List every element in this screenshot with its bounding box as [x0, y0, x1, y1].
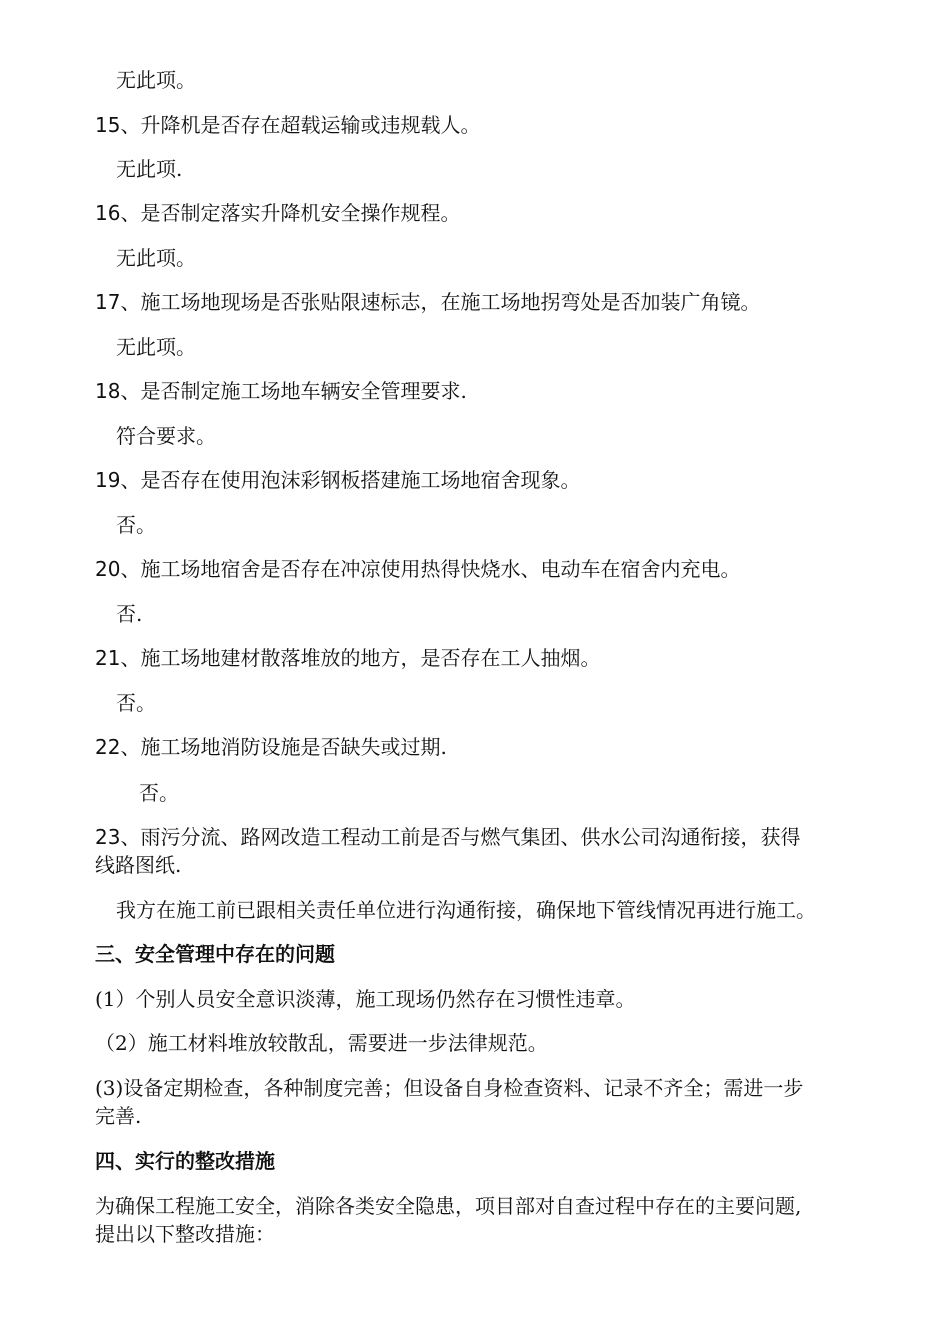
question-18	[95, 377, 467, 405]
question-number: 22	[95, 735, 121, 759]
section-3-paragraph-2: （2）施工材料堆放较散乱，需要进一步法律规范。	[95, 1031, 548, 1055]
section-3-paragraph-3-continued: 完善.	[95, 1104, 142, 1128]
question-text: 、升降机是否存在超载运输或违规载人。	[120, 113, 481, 137]
question-number: 19	[95, 468, 121, 492]
answer-20: 否.	[116, 602, 143, 626]
section-3-heading: 三、安全管理中存在的问题	[95, 942, 335, 966]
answer-14: 无此项。	[116, 68, 196, 92]
answer-19: 否。	[116, 513, 156, 537]
question-text: 、施工场地消防设施是否缺失或过期.	[120, 735, 447, 759]
question-number: 20	[95, 557, 121, 581]
answer-17: 无此项。	[116, 335, 196, 359]
answer-18: 符合要求。	[116, 424, 216, 448]
section-4-paragraph-1: 为确保工程施工安全，消除各类安全隐患，项目部对自查过程中存在的主要问题,	[95, 1194, 802, 1218]
question-text: 、是否存在使用泡沫彩钢板搭建施工场地宿舍现象。	[120, 468, 581, 492]
question-text: 、施工场地宿舍是否存在冲凉使用热得快烧水、电动车在宿舍内充电。	[120, 557, 741, 581]
question-text: 、雨污分流、路网改造工程动工前是否与燃气集团、供水公司沟通衔接，获得	[120, 825, 801, 849]
question-22	[95, 733, 447, 761]
question-number: 23	[95, 825, 121, 849]
answer-15: 无此项.	[116, 157, 183, 181]
section-3-paragraph-3: (3)设备定期检查，各种制度完善；但设备自身检查资料、记录不齐全；需进一步	[95, 1076, 804, 1100]
question-number: 18	[95, 379, 121, 403]
question-23-continued: 线路图纸.	[95, 853, 182, 877]
answer-22: 否。	[139, 781, 179, 805]
section-3-paragraph-1: (1）个别人员安全意识淡薄，施工现场仍然存在习惯性违章。	[95, 987, 636, 1011]
question-text: 、是否制定施工场地车辆安全管理要求.	[120, 379, 467, 403]
question-text: 、是否制定落实升降机安全操作规程。	[120, 201, 461, 225]
question-21	[95, 644, 600, 672]
question-15	[95, 111, 480, 139]
question-23	[95, 823, 800, 851]
question-number: 21	[95, 646, 121, 670]
question-17	[95, 288, 760, 316]
question-19	[95, 466, 580, 494]
section-4-paragraph-1-continued: 提出以下整改措施：	[95, 1222, 275, 1246]
answer-21: 否。	[116, 691, 156, 715]
question-text: 、施工场地现场是否张贴限速标志，在施工场地拐弯处是否加装广角镜。	[120, 290, 761, 314]
question-text: 、施工场地建材散落堆放的地方，是否存在工人抽烟。	[120, 646, 601, 670]
question-16	[95, 199, 460, 227]
question-number: 17	[95, 290, 121, 314]
answer-23: 我方在施工前已跟相关责任单位进行沟通衔接，确保地下管线情况再进行施工。	[116, 898, 816, 922]
question-20	[95, 555, 740, 583]
answer-16: 无此项。	[116, 246, 196, 270]
question-number: 15	[95, 113, 121, 137]
section-4-heading: 四、实行的整改措施	[95, 1149, 275, 1173]
question-number: 16	[95, 201, 121, 225]
